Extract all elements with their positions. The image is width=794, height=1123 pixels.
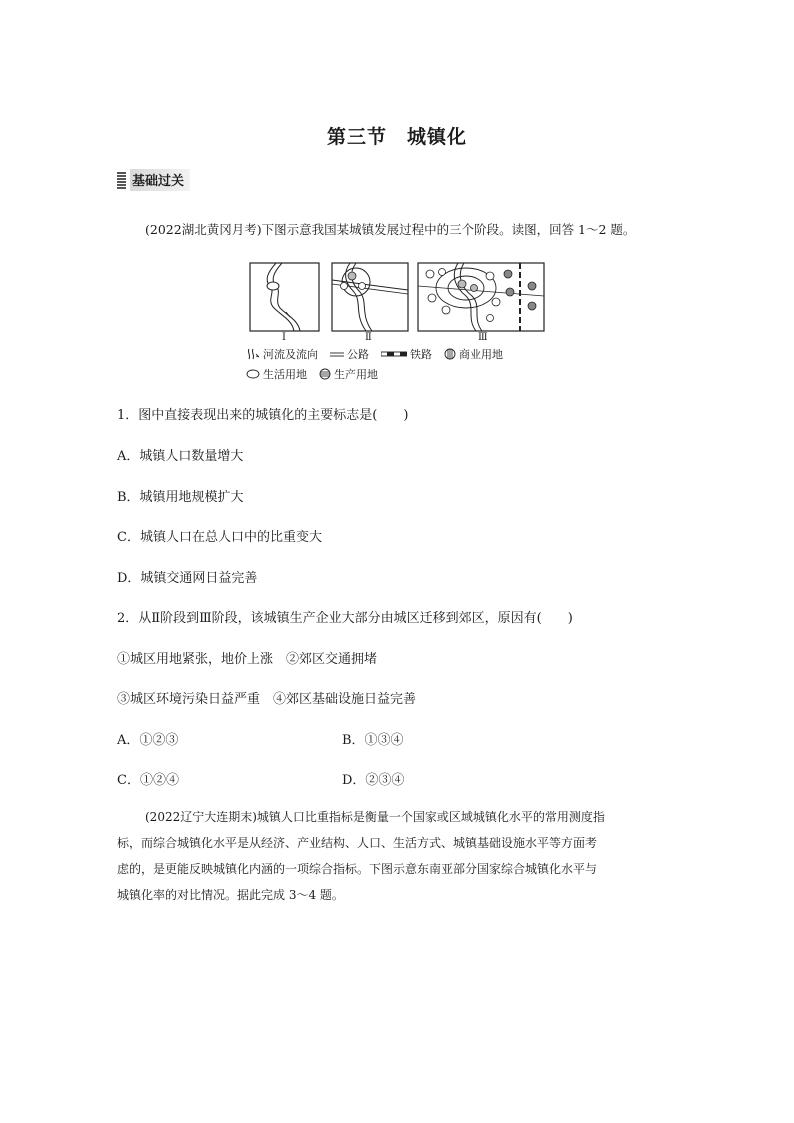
- q1-option-d[interactable]: D．城镇交通网日益完善: [117, 571, 258, 586]
- stage-1-panel: [250, 263, 319, 331]
- intro-2-line-4: 城镇化率的对比情况。据此完成 3～4 题。: [117, 888, 344, 902]
- q2-option-d[interactable]: D．②③④: [342, 773, 405, 788]
- legend-residential: [246, 366, 307, 382]
- industrial-land-icon: [319, 368, 331, 380]
- section-label: 基础过关: [130, 169, 190, 191]
- legend-commercial: [444, 346, 503, 362]
- q2-option-c[interactable]: C．①②④: [117, 773, 179, 788]
- stage-label-2: Ⅱ: [365, 332, 372, 343]
- road-icon: [330, 350, 344, 358]
- intro-2-line-1: (2022辽宁大连期末)城镇人口比重指标是衡量一个国家或区域城镇化水平的常用测度指: [145, 810, 605, 824]
- residential-land-icon: [246, 369, 260, 379]
- q2-option-b[interactable]: B．①③④: [342, 733, 404, 748]
- q2-statements-1: ①城区用地紧张，地价上涨 ②郊区交通拥堵: [117, 652, 378, 667]
- legend-row-1: [246, 346, 515, 362]
- town-stages-diagram: [246, 262, 546, 334]
- q1-option-c[interactable]: C．城镇人口在总人口中的比重变大: [117, 530, 322, 545]
- q1-option-b[interactable]: B．城镇用地规模扩大: [117, 490, 244, 505]
- intro-2-line-3: 虑的，是更能反映城镇化内涵的一项综合指标。下图示意东南亚部分国家综合城镇化水平与: [117, 862, 598, 876]
- legend-industrial-label: 生产用地: [334, 368, 378, 381]
- q2-stem: 2．从Ⅱ阶段到Ⅲ阶段，该城镇生产企业大部分由城区迁移到郊区，原因有( ): [117, 611, 573, 626]
- section-marker-icon: [117, 172, 126, 189]
- stage-2-panel: [332, 263, 408, 331]
- q2-option-a[interactable]: A．①②③: [117, 733, 179, 748]
- intro-paragraph-1: [117, 217, 677, 243]
- legend-row-2: [246, 366, 390, 382]
- legend-residential-label: 生活用地: [263, 368, 307, 381]
- q2-statements-2: ③城区环境污染日益严重 ④郊区基础设施日益完善: [117, 692, 417, 707]
- legend-railway-label: 铁路: [410, 348, 432, 361]
- commercial-land-icon: [444, 348, 456, 360]
- intro-2-line-2: 标，而综合城镇化水平是从经济、产业结构、人口、生活方式、城镇基础设施水平等方面考: [117, 836, 598, 850]
- q1-stem: 1．图中直接表现出来的城镇化的主要标志是( ): [117, 408, 409, 423]
- legend-commercial-label: 商业用地: [459, 348, 503, 361]
- river-flow-icon: [246, 348, 260, 360]
- town-stages-figure: [246, 262, 546, 384]
- page-title: 第三节 城镇化: [326, 126, 467, 148]
- stage-label-3: Ⅲ: [478, 332, 488, 343]
- intro-paragraph-2: [117, 804, 677, 908]
- legend-road: [330, 346, 369, 362]
- intro-1-line: (2022湖北黄冈月考)下图示意我国某城镇发展过程中的三个阶段。读图，回答 1～2 题。: [145, 222, 636, 237]
- stage-label-1: Ⅰ: [282, 332, 286, 343]
- legend-river-label: 河流及流向: [263, 348, 318, 361]
- legend-road-label: 公路: [347, 348, 369, 361]
- section-badge: [117, 170, 190, 190]
- legend-industrial: [319, 366, 378, 382]
- legend-railway: [381, 346, 432, 362]
- stage-3-panel: [418, 263, 544, 331]
- railway-icon: [381, 350, 407, 358]
- legend-river: [246, 346, 318, 362]
- q1-option-a[interactable]: A．城镇人口数量增大: [117, 449, 244, 464]
